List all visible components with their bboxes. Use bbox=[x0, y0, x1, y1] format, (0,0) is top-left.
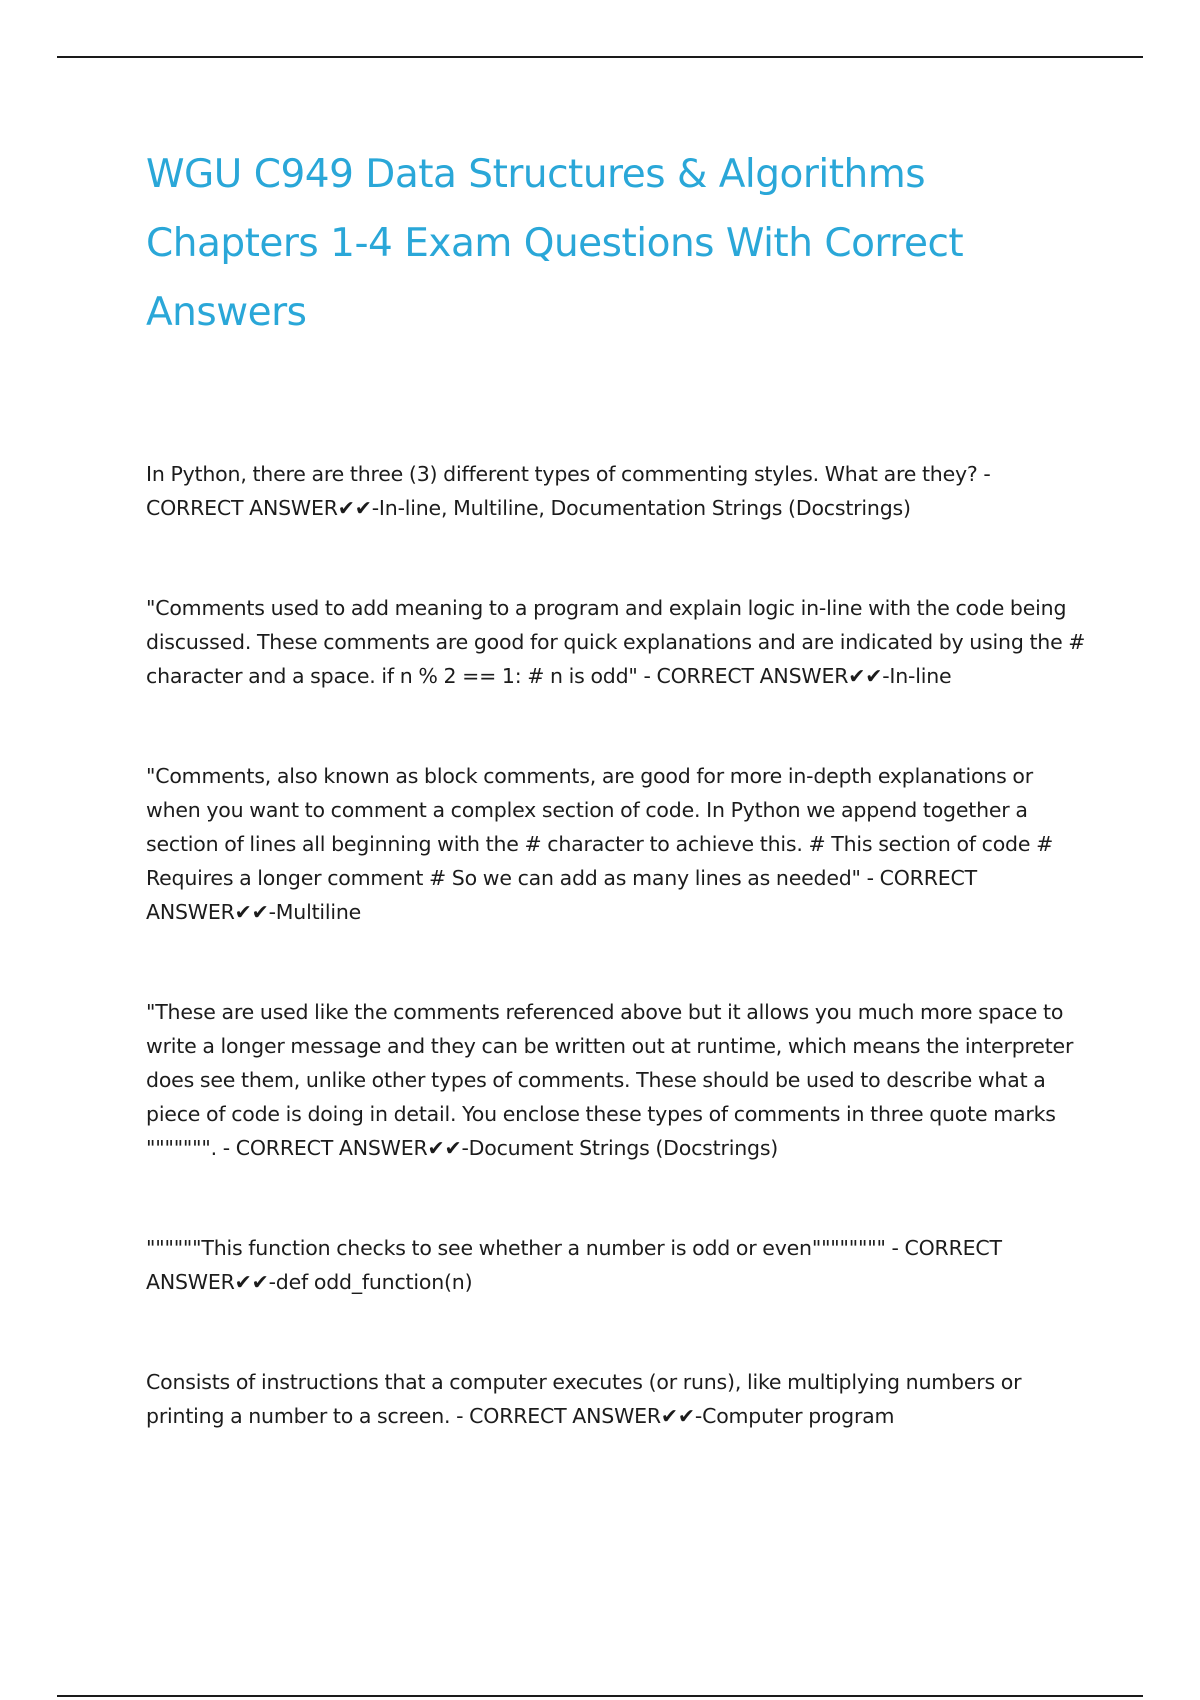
question-item: """"""This function checks to see whether a number is odd or even"""""""" - CORRECT ANSWER✔✔-def odd_function(n) bbox=[146, 1236, 1002, 1294]
question-item: "Comments, also known as block comments, are good for more in-depth explanations or when you want to comment a complex section of code. In Python we append together a section of lines all beginning with the # character to achieve this. # This section of code # Requires a longer comment # So we can add as many lines as needed" - CORRECT ANSWER✔✔-Multiline bbox=[146, 764, 1054, 924]
header-rule bbox=[57, 56, 1143, 58]
footer-rule bbox=[57, 1695, 1143, 1697]
document-title: WGU C949 Data Structures & Algorithms Chapters 1-4 Exam Questions With Correct Answers bbox=[146, 152, 964, 335]
question-item: In Python, there are three (3) different types of commenting styles. What are they? - CORRECT ANSWER✔✔-In-line, Multiline, Documentation Strings (Docstrings) bbox=[146, 462, 991, 520]
document-body bbox=[146, 140, 1086, 1499]
question-item: Consists of instructions that a computer executes (or runs), like multiplying numbers or printing a number to a screen. - CORRECT ANSWER✔✔-Computer program bbox=[146, 1370, 1022, 1428]
question-list bbox=[146, 457, 1086, 1433]
question-item: "These are used like the comments referenced above but it allows you much more space to write a longer message and they can be written out at runtime, which means the interpreter does see them, unlike other types of comments. These should be used to describe what a piece of code is doing in detail. You enclose these types of comments in three quote marks """"""". - CORRECT ANSWER✔✔-Document Strings (Docstrings) bbox=[146, 1000, 1074, 1160]
question-item: "Comments used to add meaning to a program and explain logic in-line with the code being discussed. These comments are good for quick explanations and are indicated by using the # character and a space. if n % 2 == 1: # n is odd" - CORRECT ANSWER✔✔-In-line bbox=[146, 596, 1086, 688]
